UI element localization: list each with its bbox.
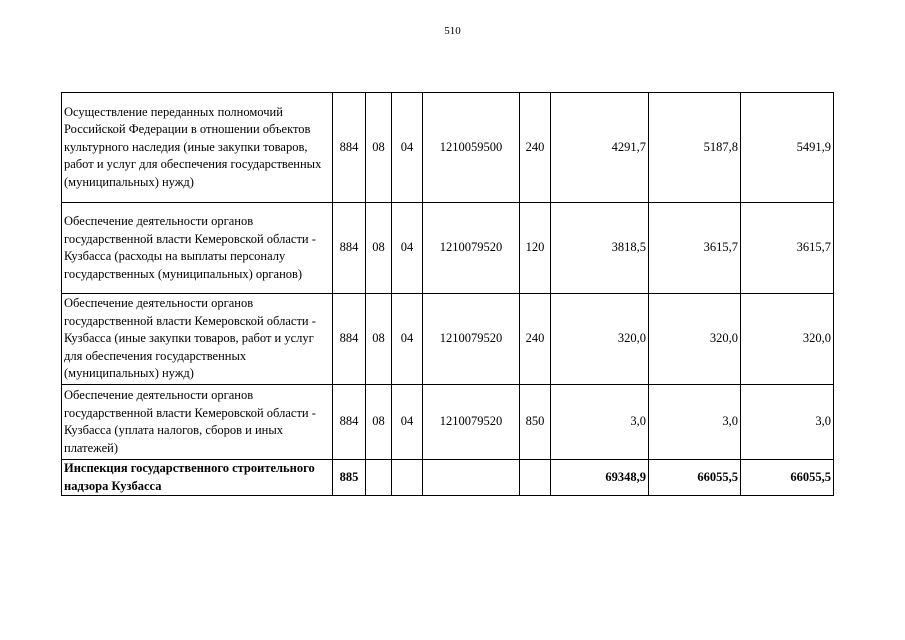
subsection-code	[392, 460, 423, 496]
table-row	[62, 294, 834, 385]
ministry-code: 884	[333, 385, 366, 460]
table-row	[62, 385, 834, 460]
amount-year-3: 66055,5	[741, 460, 834, 496]
section-code: 08	[366, 385, 392, 460]
amount-year-1: 320,0	[551, 294, 649, 385]
subsection-code: 04	[392, 385, 423, 460]
amount-year-1: 3818,5	[551, 203, 649, 294]
section-code	[366, 460, 392, 496]
ministry-code: 884	[333, 203, 366, 294]
table-row	[62, 203, 834, 294]
expense-type-code: 240	[520, 294, 551, 385]
table-row-total	[62, 460, 834, 496]
section-code: 08	[366, 203, 392, 294]
section-code: 08	[366, 93, 392, 203]
target-article-code: 1210079520	[423, 203, 520, 294]
ministry-code: 884	[333, 294, 366, 385]
expense-type-code: 850	[520, 385, 551, 460]
subsection-code: 04	[392, 203, 423, 294]
target-article-code: 1210059500	[423, 93, 520, 203]
row-description: Обеспечение деятельности органов государственной власти Кемеровской области - Кузбасса (иные закупки товаров, работ и услуг для обеспечения государственных (муниципальных) нужд)	[62, 294, 333, 385]
page-number: 510	[444, 25, 461, 37]
row-description: Инспекция государственного строительного надзора Кузбасса	[62, 460, 333, 496]
amount-year-2: 5187,8	[649, 93, 741, 203]
amount-year-2: 320,0	[649, 294, 741, 385]
amount-year-2: 66055,5	[649, 460, 741, 496]
amount-year-3: 5491,9	[741, 93, 834, 203]
budget-table	[61, 92, 834, 496]
ministry-code: 884	[333, 93, 366, 203]
expense-type-code: 120	[520, 203, 551, 294]
section-code: 08	[366, 294, 392, 385]
ministry-code: 885	[333, 460, 366, 496]
amount-year-2: 3615,7	[649, 203, 741, 294]
amount-year-1: 69348,9	[551, 460, 649, 496]
row-description: Обеспечение деятельности органов государственной власти Кемеровской области - Кузбасса (уплата налогов, сборов и иных платежей)	[62, 385, 333, 460]
expense-type-code: 240	[520, 93, 551, 203]
subsection-code: 04	[392, 294, 423, 385]
amount-year-3: 3,0	[741, 385, 834, 460]
amount-year-2: 3,0	[649, 385, 741, 460]
amount-year-3: 3615,7	[741, 203, 834, 294]
target-article-code: 1210079520	[423, 385, 520, 460]
row-description: Осуществление переданных полномочий Российской Федерации в отношении объектов культурного наследия (иные закупки товаров, работ и услуг для обеспечения государственных (муниципальных) нужд)	[62, 93, 333, 203]
amount-year-1: 4291,7	[551, 93, 649, 203]
amount-year-1: 3,0	[551, 385, 649, 460]
target-article-code: 1210079520	[423, 294, 520, 385]
table-row	[62, 93, 834, 203]
target-article-code	[423, 460, 520, 496]
expense-type-code	[520, 460, 551, 496]
row-description: Обеспечение деятельности органов государственной власти Кемеровской области - Кузбасса (расходы на выплаты персоналу государственных (муниципальных) органов)	[62, 203, 333, 294]
amount-year-3: 320,0	[741, 294, 834, 385]
subsection-code: 04	[392, 93, 423, 203]
